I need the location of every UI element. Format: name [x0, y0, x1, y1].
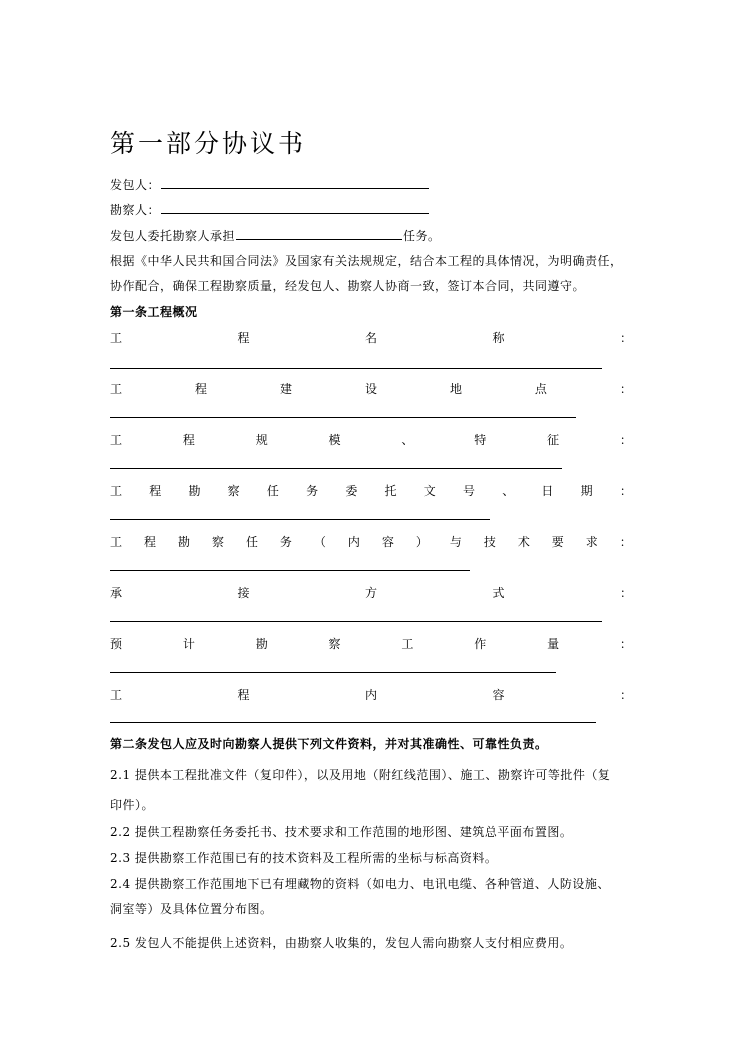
preamble-line-1: 根据《中华人民共和国合同法》及国家有关法规规定，结合本工程的具体情况，为明确责任， [110, 254, 623, 268]
item-2-5: 2.5 发包人不能提供上述资料，由勘察人收集的，发包人需向勘察人支付相应费用。 [110, 936, 573, 950]
field-label-char: ） [415, 535, 428, 549]
field-label-char: 托 [384, 484, 397, 498]
field-label-char: 号 [462, 484, 475, 498]
field-label-char: 规 [255, 433, 268, 447]
item-2-1-line-2: 印件）。 [110, 798, 155, 812]
field-label-char: 内 [364, 688, 377, 702]
field-fill-line[interactable] [110, 722, 596, 723]
commission-suffix: 任务。 [403, 229, 441, 243]
field-label-char: 要 [551, 535, 564, 549]
field-label-char: 察 [227, 484, 240, 498]
field-label-char: 察 [328, 637, 341, 651]
field-label-char: 日 [541, 484, 554, 498]
field-label-char: 工 [110, 331, 123, 345]
surveyor-line [110, 201, 430, 219]
field-label-char: 容 [381, 535, 394, 549]
employer-line [110, 176, 430, 194]
field-label-row [110, 635, 632, 653]
field-label-row [110, 482, 632, 500]
field-label-char: 工 [110, 433, 123, 447]
field-label-char: 工 [110, 688, 123, 702]
field-fill-line[interactable] [110, 570, 470, 571]
item-2-4-line-2: 洞室等）及具体位置分布图。 [110, 902, 273, 916]
field-fill-line[interactable] [110, 621, 602, 622]
field-label-char: 程 [143, 535, 156, 549]
field-label-char: 期 [580, 484, 593, 498]
field-label-char: 内 [347, 535, 360, 549]
field-label-char: 建 [279, 382, 292, 396]
field-label-char: 务 [306, 484, 319, 498]
field-label-char: 工 [110, 382, 123, 396]
field-label-char: 模 [328, 433, 341, 447]
field-label-char: 承 [110, 586, 123, 600]
field-label-char: 量 [547, 637, 560, 651]
field-label-char: 计 [182, 637, 195, 651]
field-label-char: 文 [423, 484, 436, 498]
field-fill-line[interactable] [110, 672, 556, 673]
field-label-char: 地 [449, 382, 462, 396]
field-label-char: ： [619, 688, 632, 702]
preamble-line-2: 协作配合，确保工程勘察质量，经发包人、勘察人协商一致，签订本合同，共同遵守。 [110, 279, 586, 293]
field-label-char: 征 [547, 433, 560, 447]
page-title: 第一部分协议书 [110, 129, 307, 158]
field-label-char: 技 [483, 535, 496, 549]
field-label-char: （ [313, 535, 326, 549]
field-label-char: 作 [474, 637, 487, 651]
field-label-char: 程 [182, 433, 195, 447]
field-fill-line[interactable] [110, 468, 562, 469]
item-2-4-line-1: 2.4 提供勘察工作范围地下已有埋藏物的资料（如电力、电讯电缆、各种管道、人防设施、 [110, 877, 610, 891]
field-label-char: 勘 [188, 484, 201, 498]
field-label-char: 程 [149, 484, 162, 498]
commission-blank[interactable] [236, 227, 402, 240]
field-label-char: 任 [266, 484, 279, 498]
field-label-char: 求 [585, 535, 598, 549]
item-2-3: 2.3 提供勘察工作范围已有的技术资料及工程所需的坐标与标高资料。 [110, 851, 498, 865]
employer-label: 发包人： [110, 178, 161, 192]
field-label-char: 称 [492, 331, 505, 345]
field-label-char: 名 [364, 331, 377, 345]
field-label-char: 勘 [177, 535, 190, 549]
field-label-char: 程 [237, 688, 250, 702]
field-label-char: 务 [279, 535, 292, 549]
field-label-char: 与 [449, 535, 462, 549]
field-label-char: 特 [474, 433, 487, 447]
field-label-char: 方 [364, 586, 377, 600]
field-label-row [110, 380, 632, 398]
field-label-row [110, 686, 632, 704]
field-label-char: 设 [364, 382, 377, 396]
field-label-row [110, 431, 632, 449]
field-label-char: 任 [245, 535, 258, 549]
surveyor-label: 勘察人： [110, 203, 161, 217]
field-label-char: 察 [211, 535, 224, 549]
field-label-char: 委 [345, 484, 358, 498]
field-label-char: ： [619, 535, 632, 549]
field-label-row [110, 329, 632, 347]
field-label-char: 预 [110, 637, 123, 651]
field-fill-line[interactable] [110, 417, 576, 418]
item-2-2: 2.2 提供工程勘察任务委托书、技术要求和工作范围的地形图、建筑总平面布置图。 [110, 825, 573, 839]
field-label-char: 程 [194, 382, 207, 396]
field-label-char: ： [619, 433, 632, 447]
employer-blank[interactable] [161, 176, 429, 189]
field-label-char: ： [619, 382, 632, 396]
field-label-char: 术 [517, 535, 530, 549]
field-fill-line[interactable] [110, 519, 490, 520]
field-label-char: 工 [401, 637, 414, 651]
field-label-row [110, 533, 632, 551]
field-label-char: ： [619, 637, 632, 651]
field-label-char: 点 [534, 382, 547, 396]
field-label-char: 式 [492, 586, 505, 600]
item-2-1-line-1: 2.1 提供本工程批准文件（复印件），以及用地（附红线范围）、施工、勘察许可等批件（复 [110, 768, 611, 782]
field-label-char: 程 [237, 331, 250, 345]
field-label-char: 工 [110, 535, 123, 549]
field-fill-line[interactable] [110, 368, 602, 369]
article1-heading: 第一条工程概况 [110, 305, 198, 319]
field-label-char: 容 [492, 688, 505, 702]
article2-heading: 第二条发包人应及时向勘察人提供下列文件资料，并对其准确性、可靠性负责。 [110, 737, 548, 751]
field-label-char: 勘 [255, 637, 268, 651]
commission-prefix: 发包人委托勘察人承担 [110, 229, 236, 243]
field-label-char: 工 [110, 484, 123, 498]
field-label-char: ： [619, 331, 632, 345]
field-label-char: ： [619, 484, 632, 498]
field-label-char: 、 [401, 433, 414, 447]
field-label-char: 接 [237, 586, 250, 600]
surveyor-blank[interactable] [161, 201, 429, 214]
field-label-row [110, 584, 632, 602]
field-label-char: 、 [502, 484, 515, 498]
commission-line [110, 227, 441, 245]
field-label-char: ： [619, 586, 632, 600]
